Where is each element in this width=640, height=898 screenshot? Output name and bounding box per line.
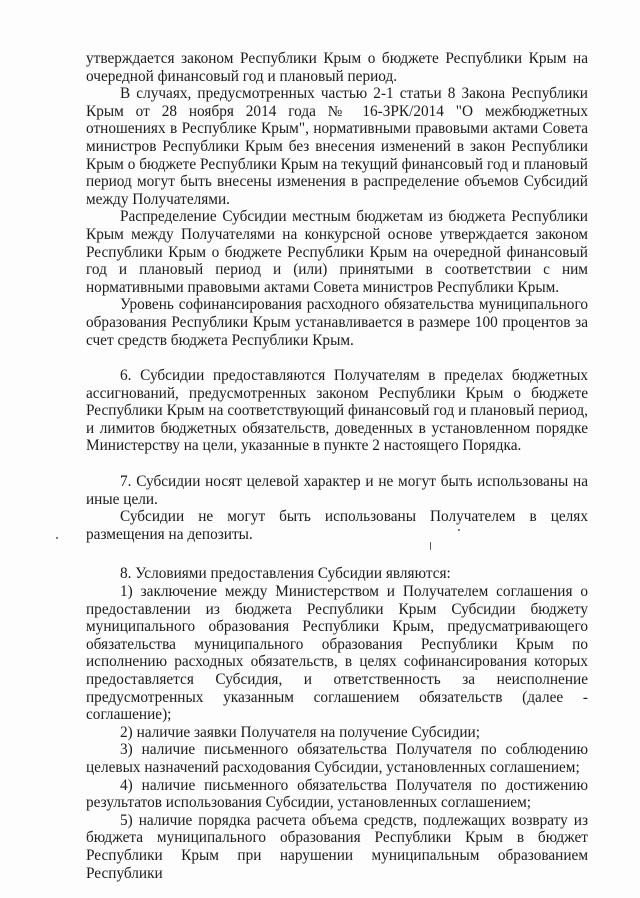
scan-speck [430, 542, 431, 550]
paragraph-condition-4: 4) наличие письменного обязательства Получателя по достижению результатов использования Субсидии, установленных соглашением; [86, 776, 588, 812]
scan-speck [56, 537, 58, 539]
paragraph-item-8-heading: 8. Условиями предоставления Субсидии являются: [120, 565, 451, 583]
paragraph-item-6: 6. Субсидии предоставляются Получателям в пределах бюджетных ассигнований, предусмотренных законом Республики Крым о бюджете Республики Крым на соответствующий финансовый год и плановый период, и лимитов бюджетных обязательств, доведенных в установленном порядке Министерству на цели, указанные в пункте 2 настоящего Порядка. [86, 367, 588, 455]
paragraph-item-7: 7. Субсидии носят целевой характер и не могут быть использованы на иные цели. [86, 473, 588, 508]
paragraph-condition-5: 5) наличие порядка расчета объема средств, подлежащих возврату из бюджета муниципального образования Республики Крым в бюджет Республики Крым при нарушении муниципальным образованием Республики [86, 811, 588, 882]
paragraph-condition-3: 3) наличие письменного обязательства Получателя по соблюдению целевых назначений расходования Субсидии, установленных соглашением; [86, 741, 588, 776]
paragraph-deposit-restriction: Субсидии не могут быть использованы Получателем в целях размещения на депозиты. [86, 508, 588, 543]
paragraph-subsidy-distribution: Распределение Субсидии местным бюджетам из бюджета Республики Крым между Получателями на конкурсной основе утверждается законом Республики Крым о бюджете Республики Крым на очередной финансовый год и плановый период и (или) принятыми в соответствии с ним нормативными правовыми актами Совета министров Республики Крым. [86, 208, 588, 296]
paragraph-cofinancing-level: Уровень софинансирования расходного обязательства муниципального образования Республики Крым устанавливается в размере 100 процентов за счет средств бюджета Республики Крым. [86, 296, 588, 349]
paragraph-condition-1: 1) заключение между Министерством и Получателем соглашения о предоставлении из бюджета Республики Крым Субсидии бюджету муниципального образования Республики Крым, предусматривающего обязательства муниципального образования Республики Крым по исполнению расходных обязательств, в целях софинансирования которых предоставляется Субсидия, и ответственность за неисполнение предусмотренных указанным соглашением обязательств (далее - соглашение); [86, 583, 588, 724]
document-body [86, 50, 588, 882]
paragraph-budget-changes: В случаях, предусмотренных частью 2-1 статьи 8 Закона Республики Крым от 28 ноября 2014 года № 16-ЗРК/2014 "О межбюджетных отношениях в Республике Крым", нормативными правовыми актами Совета министров Республики Крым без внесения изменений в закон Республики Крым о бюджете Республики Крым на текущий финансовый год и плановый период могут быть внесены изменения в распределение объемов Субсидий между Получателями. [86, 85, 588, 208]
paragraph-condition-2: 2) наличие заявки Получателя на получение Субсидии; [120, 723, 480, 741]
paragraph-continuation: утверждается законом Республики Крым о бюджете Республики Крым на очередной финансовый год и плановый период. [86, 50, 588, 85]
scan-speck [458, 529, 460, 531]
